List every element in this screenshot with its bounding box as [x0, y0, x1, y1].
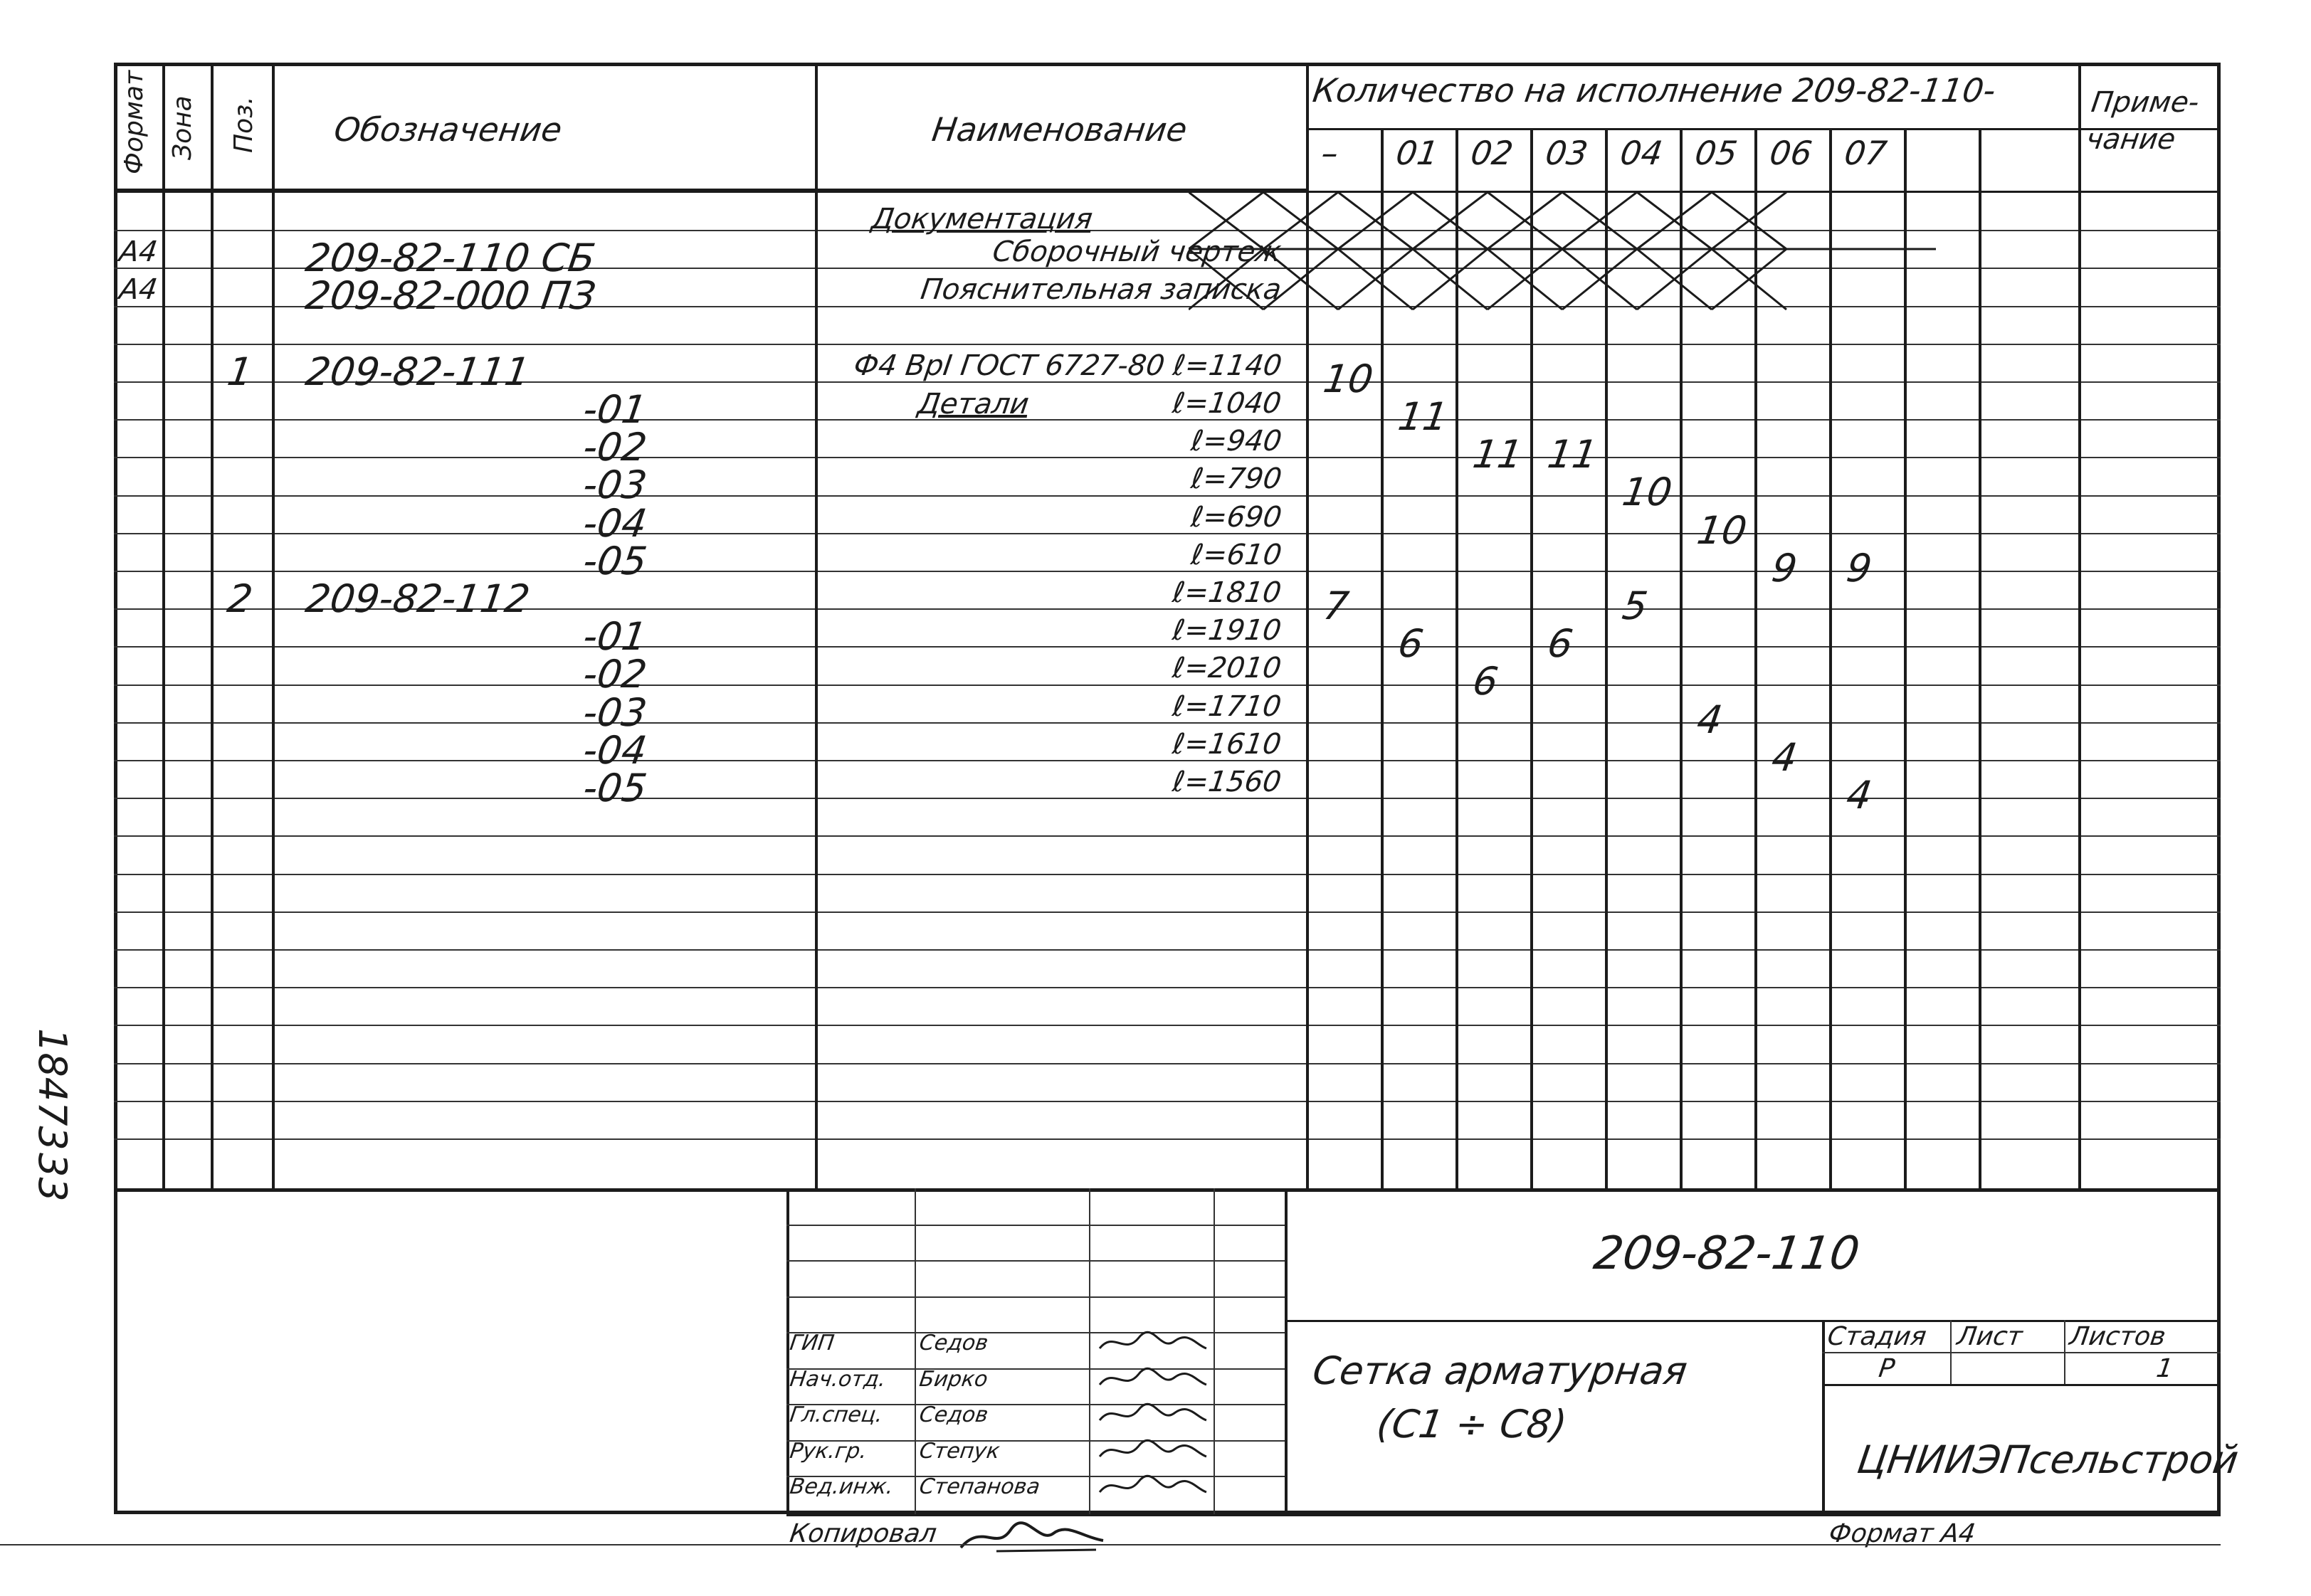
- row-designation: -02: [580, 652, 650, 697]
- row-designation: -04: [580, 500, 650, 546]
- sheets-label: Листов: [2068, 1322, 2168, 1351]
- signer-role: Гл.спец.: [788, 1402, 885, 1427]
- title-line2: (С1 ÷ С8): [1374, 1402, 1570, 1447]
- copied-signature: [954, 1516, 1110, 1558]
- signer-role: Рук.гр.: [788, 1438, 869, 1464]
- header-qty-title: Количество на исполнение 209-82-110-: [1310, 71, 1999, 110]
- tb-line-stage: [1822, 1320, 1825, 1514]
- row-qty: 4: [1769, 734, 1800, 780]
- row-designation: 209-82-112: [302, 576, 533, 621]
- row-name: Сборочный чертеж: [991, 236, 1284, 269]
- header-zone: Зона: [168, 95, 197, 160]
- tb-sign-line: [786, 1296, 1285, 1298]
- signer-role: Нач.отд.: [788, 1366, 888, 1392]
- row-designation: -02: [580, 425, 650, 470]
- header-format: Формат: [120, 70, 149, 174]
- row-qty: 11: [1544, 432, 1601, 477]
- signer-name: Степанова: [917, 1474, 1042, 1499]
- margin-code: 18473: [30, 1028, 75, 1151]
- signer-signature: [1093, 1327, 1214, 1359]
- org-name: ЦНИИЭПсельстрой: [1854, 1437, 2241, 1482]
- col-line-zone: [211, 63, 214, 1188]
- sheet-label: Лист: [1955, 1322, 2025, 1351]
- sheets-value: 1: [2154, 1354, 2175, 1383]
- format-label: Формат А4: [1827, 1519, 1977, 1548]
- row-qty: 4: [1843, 773, 1875, 818]
- row-qty: 5: [1619, 583, 1651, 628]
- row-name: ℓ=1910: [1170, 614, 1284, 648]
- col-line-designation: [815, 63, 818, 1188]
- row-qty: 11: [1395, 394, 1451, 439]
- stage-value: Р: [1877, 1354, 1897, 1383]
- row-name: ℓ=940: [1189, 425, 1284, 458]
- row-qty: 6: [1395, 621, 1426, 667]
- tb-line-names: [915, 1188, 916, 1514]
- row-name: ℓ=690: [1189, 500, 1284, 534]
- stage-label: Стадия: [1826, 1322, 1929, 1351]
- col-line-qty-end: [2078, 63, 2081, 1188]
- qty-header-col: 02: [1468, 134, 1516, 172]
- header-designation: Обозначение: [332, 110, 564, 149]
- row-name: ℓ=1560: [1170, 766, 1284, 798]
- tb-line-sign: [1089, 1188, 1090, 1514]
- margin-num: 33: [30, 1153, 75, 1202]
- tb-line-main: [1285, 1188, 1288, 1514]
- section-documentation: Документация: [869, 203, 1095, 236]
- row-designation: -04: [580, 727, 650, 773]
- row-designation: -03: [580, 463, 650, 508]
- row-designation: -05: [580, 538, 650, 583]
- row-name: ℓ=1810: [1170, 576, 1284, 609]
- tb-line-stage-head: [1822, 1352, 2221, 1353]
- row-name: ℓ=1040: [1170, 387, 1284, 420]
- row-name: ℓ=1610: [1170, 727, 1284, 761]
- signer-name: Седов: [917, 1402, 990, 1427]
- row-name: ℓ=1710: [1170, 689, 1284, 723]
- tb-sign-line: [786, 1225, 1285, 1226]
- header-note: Приме- чание: [2084, 86, 2201, 156]
- col-line-pos: [272, 63, 275, 1188]
- page-bottom-rule: [0, 1544, 2221, 1545]
- qty-header-col: 04: [1618, 134, 1665, 172]
- signer-signature: [1093, 1435, 1214, 1467]
- header-name: Наименование: [930, 110, 1190, 149]
- row-name: ℓ=790: [1189, 463, 1284, 496]
- row-name: Ф4 ВрI ГОСТ 6727-80 ℓ=1140: [851, 349, 1284, 382]
- section-details: Детали: [915, 388, 1031, 421]
- row-qty: 10: [1694, 507, 1750, 553]
- qty-header-col: 01: [1394, 134, 1441, 172]
- signer-name: Седов: [917, 1331, 990, 1355]
- row-designation: 209-82-111: [302, 349, 533, 394]
- signer-name: Степук: [917, 1438, 1001, 1464]
- qty-header-col: 07: [1842, 134, 1890, 172]
- qty-header-col: 05: [1693, 134, 1740, 172]
- qty-col-line: [1979, 128, 1981, 1188]
- signer-role: Вед.инж.: [788, 1474, 895, 1499]
- copied-label: Копировал: [788, 1519, 939, 1548]
- row-qty: 10: [1320, 356, 1376, 401]
- row-qty: 11: [1470, 432, 1526, 477]
- row-designation: -05: [580, 766, 650, 810]
- qty-header-col: 03: [1543, 134, 1591, 172]
- tb-line-date: [1214, 1188, 1215, 1514]
- row-designation: -01: [580, 387, 650, 432]
- row-name: Пояснительная записка: [918, 273, 1284, 307]
- title-line1: Сетка арматурная: [1310, 1348, 1690, 1393]
- row-pos: 2: [224, 576, 256, 621]
- row-designation: -03: [580, 689, 650, 735]
- row-designation: 209-82-110 СБ: [302, 236, 599, 281]
- table-bottom-line: [114, 1188, 2221, 1192]
- header-pos: Поз.: [229, 96, 258, 153]
- row-pos: 1: [224, 349, 256, 394]
- signer-name: Бирко: [917, 1366, 990, 1392]
- row-qty: 10: [1619, 470, 1675, 515]
- row-qty: 7: [1320, 583, 1352, 628]
- row-name: ℓ=2010: [1170, 652, 1284, 685]
- signer-signature: [1093, 1363, 1214, 1395]
- qty-header-col: –: [1319, 134, 1341, 172]
- row-qty: 6: [1470, 659, 1501, 704]
- qty-header-col: 06: [1767, 134, 1815, 172]
- tb-line-stage-bottom: [1822, 1384, 2221, 1386]
- signer-role: ГИП: [788, 1331, 836, 1355]
- row-designation: -01: [580, 614, 650, 660]
- row-qty: 9: [1769, 545, 1800, 591]
- row-qty: 9: [1843, 545, 1875, 591]
- row-format: А4: [117, 236, 160, 269]
- documentation-cross-hatch: [1189, 192, 1936, 384]
- qty-header-separator: [1306, 128, 2221, 130]
- tb-sign-line: [786, 1260, 1285, 1262]
- row-name: ℓ=610: [1189, 538, 1284, 571]
- row-qty: 4: [1694, 697, 1725, 742]
- row-designation: 209-82-000 ПЗ: [302, 273, 599, 319]
- signer-signature: [1093, 1471, 1214, 1503]
- col-line-format: [162, 63, 165, 1188]
- row-qty: 6: [1544, 621, 1576, 667]
- doc-number: 209-82-110: [1590, 1227, 1863, 1280]
- row-format: А4: [117, 273, 160, 307]
- signer-signature: [1093, 1399, 1214, 1431]
